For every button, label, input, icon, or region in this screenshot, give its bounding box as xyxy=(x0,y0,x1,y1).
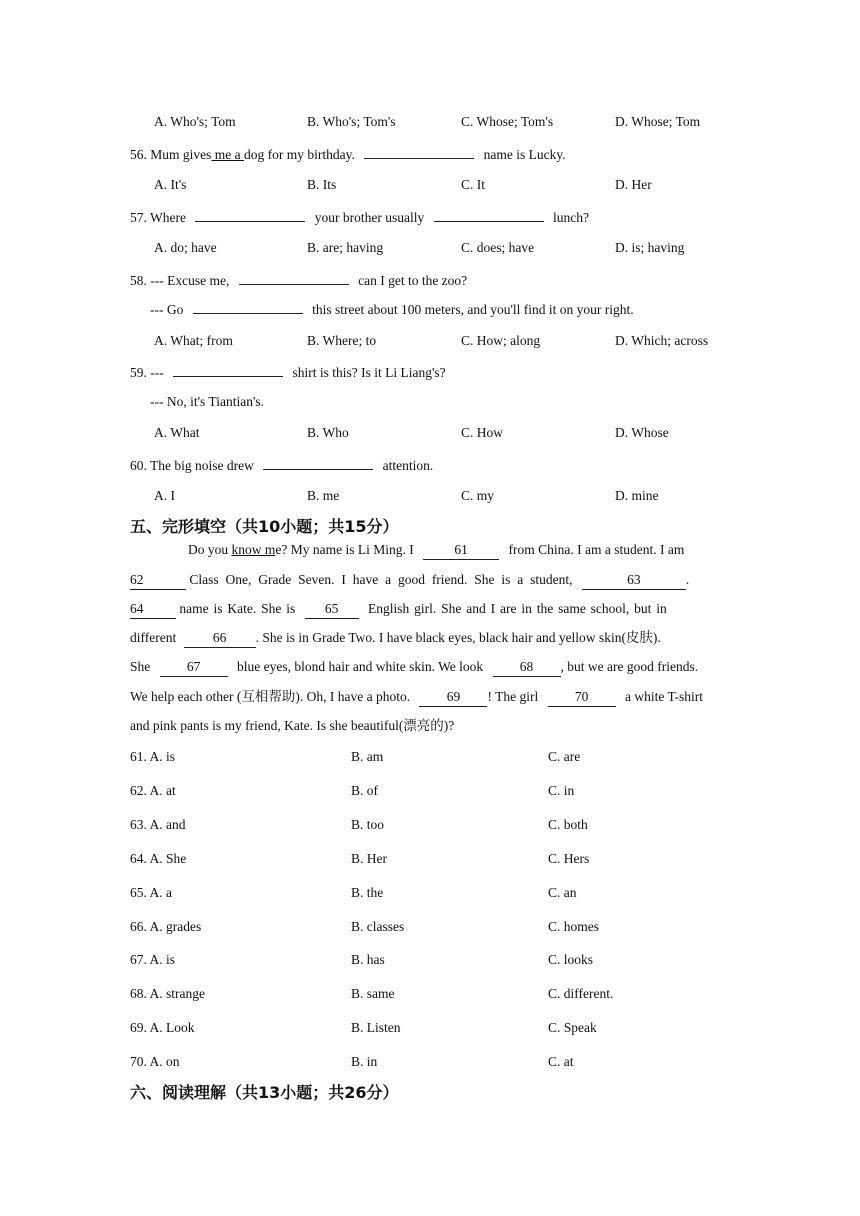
option-c: C. It xyxy=(461,177,486,192)
cloze-option: 69. A. Look xyxy=(130,1020,195,1035)
passage-text: from China. I am a student. I am xyxy=(508,542,685,557)
question-text: lunch? xyxy=(552,210,589,225)
option-c: C. my xyxy=(461,488,495,503)
question-text: attention. xyxy=(382,458,434,473)
answer-blank[interactable] xyxy=(195,208,305,222)
cloze-option: B. Listen xyxy=(351,1020,401,1035)
option-d: D. Which; across xyxy=(615,333,709,348)
cloze-option: B. has xyxy=(351,952,385,967)
blank-67[interactable]: 67 xyxy=(160,658,228,677)
question-text: can I get to the zoo? xyxy=(358,273,468,288)
question-58 xyxy=(130,271,467,290)
cloze-option: B. too xyxy=(351,817,385,832)
option-c: C. does; have xyxy=(461,240,535,255)
cloze-option: C. homes xyxy=(548,919,600,934)
option-b: B. me xyxy=(307,488,340,503)
answer-blank[interactable] xyxy=(239,271,349,285)
option-b: B. are; having xyxy=(307,240,384,255)
cloze-option: C. an xyxy=(548,885,577,900)
blank-66[interactable]: 66 xyxy=(184,629,256,648)
question-text: shirt is this? Is it Li Liang's? xyxy=(292,365,446,380)
passage-line xyxy=(130,600,734,619)
passage-text: English girl. She and I are in the same school, but in xyxy=(367,601,667,616)
cloze-option: 63. A. and xyxy=(130,817,186,832)
option-a: A. What; from xyxy=(154,333,233,348)
question-text: your brother usually xyxy=(314,210,425,225)
cloze-option: C. different. xyxy=(548,986,614,1001)
cloze-option: B. same xyxy=(351,986,395,1001)
cloze-option: C. in xyxy=(548,783,575,798)
cloze-option: B. Her xyxy=(351,851,387,866)
answer-blank[interactable] xyxy=(434,208,544,222)
section-heading-cloze: 五、完形填空（共10小题；共15分） xyxy=(130,517,399,536)
option-a: A. Who's; Tom xyxy=(154,114,236,129)
cloze-option: C. at xyxy=(548,1054,574,1069)
cloze-option: 67. A. is xyxy=(130,952,176,967)
question-text: this street about 100 meters, and you'll find it on your right. xyxy=(312,302,634,317)
option-d: D. Whose xyxy=(615,425,669,440)
cloze-option: 65. A. a xyxy=(130,885,172,900)
question-58-line-2 xyxy=(150,300,634,319)
cloze-option: C. Speak xyxy=(548,1020,597,1035)
cloze-option: C. Hers xyxy=(548,851,590,866)
option-b: B. Who's; Tom's xyxy=(307,114,396,129)
passage-text: , but we are good friends. xyxy=(560,659,699,674)
cloze-option: 66. A. grades xyxy=(130,919,202,934)
passage-text: Do you xyxy=(188,542,232,557)
passage-text: name is Kate. She is xyxy=(179,601,296,616)
passage-line xyxy=(130,629,734,648)
option-b: B. Its xyxy=(307,177,337,192)
passage-text: a white T-shirt xyxy=(624,689,703,704)
option-c: C. How; along xyxy=(461,333,541,348)
option-a: A. do; have xyxy=(154,240,217,255)
passage-text: different xyxy=(130,630,177,645)
question-text: 58. --- Excuse me, xyxy=(130,273,230,288)
blank-62[interactable]: 62 xyxy=(130,571,186,590)
passage-text: blue eyes, blond hair and white skin. We look xyxy=(237,659,484,674)
passage-text: . xyxy=(685,572,690,587)
question-59-line-2: --- No, it's Tiantian's. xyxy=(150,394,264,409)
question-text: dog for my birthday. xyxy=(244,147,355,162)
option-b: B. Where; to xyxy=(307,333,377,348)
option-d: D. mine xyxy=(615,488,659,503)
passage-text: Class One, Grade Seven. I have a good friend. She is a student, xyxy=(189,572,573,587)
blank-68[interactable]: 68 xyxy=(493,658,561,677)
blank-63[interactable]: 63 xyxy=(582,571,686,590)
cloze-option: 70. A. on xyxy=(130,1054,180,1069)
cloze-option: 62. A. at xyxy=(130,783,176,798)
passage-line xyxy=(130,688,734,707)
cloze-option: B. classes xyxy=(351,919,405,934)
option-c: C. Whose; Tom's xyxy=(461,114,554,129)
blank-65[interactable]: 65 xyxy=(305,600,359,619)
option-d: D. Whose; Tom xyxy=(615,114,701,129)
blank-61[interactable]: 61 xyxy=(423,541,499,560)
blank-64[interactable]: 64 xyxy=(130,600,176,619)
option-c: C. How xyxy=(461,425,504,440)
question-text: --- Go xyxy=(150,302,184,317)
passage-text: ! The girl xyxy=(487,689,539,704)
option-d: D. Her xyxy=(615,177,652,192)
passage-line xyxy=(188,541,734,560)
question-59 xyxy=(130,363,446,382)
question-text: 59. --- xyxy=(130,365,164,380)
cloze-option: C. both xyxy=(548,817,588,832)
passage-text: . She is in Grade Two. I have black eyes, black hair and yellow skin(皮肤). xyxy=(255,630,661,645)
passage-line xyxy=(130,658,734,677)
question-text: 60. The big noise drew xyxy=(130,458,254,473)
underlined-text: know m xyxy=(231,542,276,557)
option-a: A. What xyxy=(154,425,200,440)
question-56 xyxy=(130,145,566,164)
blank-69[interactable]: 69 xyxy=(419,688,487,707)
option-a: A. It's xyxy=(154,177,187,192)
passage-line xyxy=(130,571,734,590)
cloze-option: B. of xyxy=(351,783,378,798)
cloze-option: B. the xyxy=(351,885,384,900)
passage-line: and pink pants is my friend, Kate. Is she beautiful(漂亮的)? xyxy=(130,718,455,733)
option-d: D. is; having xyxy=(615,240,685,255)
question-text: 56. Mum gives xyxy=(130,147,212,162)
cloze-option: B. am xyxy=(351,749,384,764)
section-heading-reading: 六、阅读理解（共13小题；共26分） xyxy=(130,1083,399,1102)
cloze-option: 68. A. strange xyxy=(130,986,205,1001)
option-b: B. Who xyxy=(307,425,349,440)
passage-text: e? My name is Li Ming. I xyxy=(275,542,414,557)
answer-blank[interactable] xyxy=(173,363,283,377)
blank-70[interactable]: 70 xyxy=(548,688,616,707)
option-a: A. I xyxy=(154,488,175,503)
question-text: name is Lucky. xyxy=(483,147,566,162)
cloze-option: B. in xyxy=(351,1054,378,1069)
passage-text: She xyxy=(130,659,151,674)
underlined-text: me a xyxy=(211,147,245,162)
answer-blank[interactable] xyxy=(193,300,303,314)
cloze-option: 61. A. is xyxy=(130,749,176,764)
answer-blank[interactable] xyxy=(263,456,373,470)
cloze-option: C. looks xyxy=(548,952,594,967)
cloze-option: C. are xyxy=(548,749,581,764)
passage-text: We help each other (互相帮助). Oh, I have a photo. xyxy=(130,689,411,704)
question-text: 57. Where xyxy=(130,210,186,225)
question-57 xyxy=(130,208,589,227)
cloze-option: 64. A. She xyxy=(130,851,187,866)
answer-blank[interactable] xyxy=(364,145,474,159)
question-60 xyxy=(130,456,433,475)
